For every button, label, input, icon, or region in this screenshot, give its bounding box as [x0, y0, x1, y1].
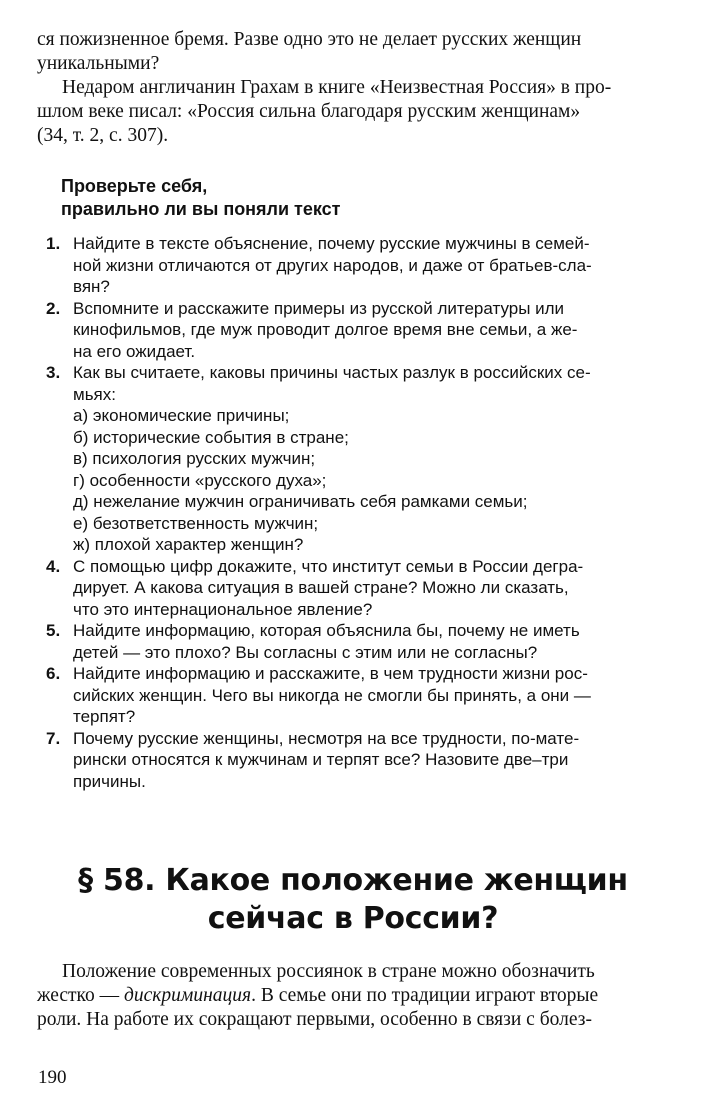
answer-options [73, 405, 668, 556]
answer-option: ж) плохой характер женщин? [73, 535, 304, 554]
text-line: причины. [73, 771, 146, 791]
text-line: роли. На работе их сокращают первыми, особенно в связи с болез- [37, 1009, 592, 1030]
question-number: 4. [46, 556, 61, 576]
question-number: 5. [46, 621, 61, 640]
text-line: сийских женщин. Чего вы никогда не смогли бы принять, а они — [73, 685, 591, 705]
question-text [73, 362, 668, 405]
text-line: ной жизни отличаются от других народов, и даже от братьев-сла- [73, 255, 592, 275]
text-line: уникальными? [37, 53, 160, 74]
answer-option: б) исторические события в стране; [73, 427, 349, 447]
question-number: 7. [46, 728, 61, 748]
questions-list [40, 233, 668, 792]
question-item [40, 728, 668, 793]
question-text [73, 663, 668, 728]
text-line-part: жестко — [37, 985, 125, 1006]
text-line: С помощью цифр докажите, что институт семьи в России дегра- [73, 556, 584, 576]
question-number: 3. [46, 363, 61, 382]
check-heading-line: Проверьте себя, [61, 176, 208, 196]
question-number: 2. [46, 298, 61, 318]
page-number: 190 [38, 1067, 67, 1088]
answer-option: г) особенности «русского духа»; [73, 470, 327, 490]
question-item [40, 362, 668, 556]
emphasized-term: дискриминация [124, 985, 252, 1006]
question-text [73, 728, 668, 793]
text-line: Как вы считаете, каковы причины частых разлук в российских се- [73, 363, 591, 382]
check-yourself-heading [61, 175, 661, 221]
section-heading-line: сейчас в России? [207, 901, 499, 936]
text-line: Найдите информацию, которая объяснила бы, почему не иметь [73, 621, 580, 640]
text-line: на его ожидает. [73, 341, 196, 361]
text-line: кинофильмов, где муж проводит долгое время вне семьи, а же- [73, 320, 578, 339]
text-line: Недаром англичанин Грахам в книге «Неизвестная Россия» в про- [62, 77, 612, 98]
question-number: 6. [46, 664, 61, 683]
question-text [73, 298, 668, 363]
text-line-part: . В семье они по традиции играют вторые [251, 985, 599, 1006]
text-line: Вспомните и расскажите примеры из русской литературы или [73, 298, 565, 318]
intro-text [37, 28, 669, 148]
question-text [73, 620, 668, 663]
answer-option: в) психология русских мужчин; [73, 449, 316, 468]
text-line: терпят? [73, 707, 136, 726]
text-line: (34, т. 2, с. 307). [37, 125, 169, 146]
question-item [40, 663, 668, 728]
section-heading [60, 862, 646, 938]
section-body-text [37, 960, 669, 1032]
text-line: вян? [73, 277, 110, 296]
answer-option: е) безответственность мужчин; [73, 513, 319, 533]
question-item [40, 233, 668, 298]
check-heading-line: правильно ли вы поняли текст [61, 199, 341, 219]
text-line: Найдите в тексте объяснение, почему русские мужчины в семей- [73, 234, 590, 253]
text-line: ся пожизненное бремя. Разве одно это не делает русских женщин [37, 29, 582, 50]
text-line: Найдите информацию и расскажите, в чем трудности жизни рос- [73, 664, 588, 683]
text-line: рински относятся к мужчинам и терпят все? Назовите две–три [73, 750, 569, 769]
body-paragraph [37, 960, 669, 1032]
intro-paragraph-1 [37, 28, 669, 76]
question-text [73, 556, 668, 621]
question-item [40, 298, 668, 363]
text-line: детей — это плохо? Вы согласны с этим или не согласны? [73, 642, 538, 662]
answer-option: а) экономические причины; [73, 406, 290, 425]
question-item [40, 620, 668, 663]
text-line: Положение современных россиянок в стране можно обозначить [62, 961, 595, 982]
text-line: дирует. А какова ситуация в вашей стране? Можно ли сказать, [73, 578, 569, 597]
text-line: что это интернациональное явление? [73, 599, 373, 619]
question-number: 1. [46, 234, 61, 253]
question-item [40, 556, 668, 621]
answer-option: д) нежелание мужчин ограничивать себя рамками семьи; [73, 492, 528, 511]
text-line: Почему русские женщины, несмотря на все трудности, по-мате- [73, 728, 580, 748]
text-line: мьях: [73, 384, 116, 404]
section-heading-line: § 58. Какое положение женщин [78, 863, 628, 898]
intro-paragraph-2 [37, 76, 669, 148]
question-text [73, 233, 668, 298]
text-line: шлом веке писал: «Россия сильна благодаря русским женщинам» [37, 101, 581, 122]
